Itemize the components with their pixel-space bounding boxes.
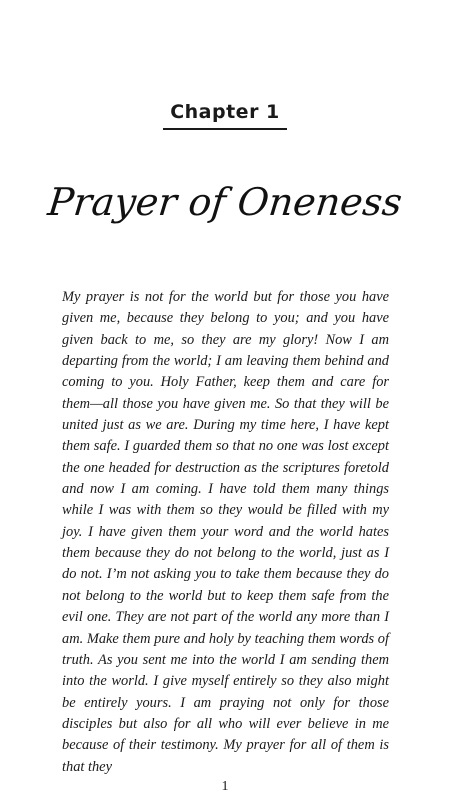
chapter-underline: [163, 128, 287, 130]
page-number: 1: [221, 779, 229, 794]
chapter-title: Prayer of Oneness: [45, 180, 405, 224]
chapter-label: Chapter 1: [170, 101, 280, 123]
body-paragraph: My prayer is not for the world but for those you have given me, because they belong to you; and you have given back to me, so they are my glory! Now I am departing from the world; I am leaving them behind and coming to you. Holy Father, keep them and care for them—all those you have given me. So that they will be united just as we are. During my time here, I have kept them safe. I guarded them so that no one was lost except the one headed for destruction as the scriptures foretold and now I am coming. I have told them many things while I was with them so they would be filled with my joy. I have given them your word and the world hates them because they do not belong to the world, just as I do not. I’m not asking you to take them because they do not belong to the world but to keep them safe from the evil one. They are not part of the world any more than I am. Make them pure and holy by teaching them words of truth. As you sent me into the world I am sending them into the world. I give myself entirely so they also might be entirely yours. I am praying not only for those disciples but also for all who will ever believe in me because of their testimony. My prayer for all of them is that they: [62, 289, 389, 775]
